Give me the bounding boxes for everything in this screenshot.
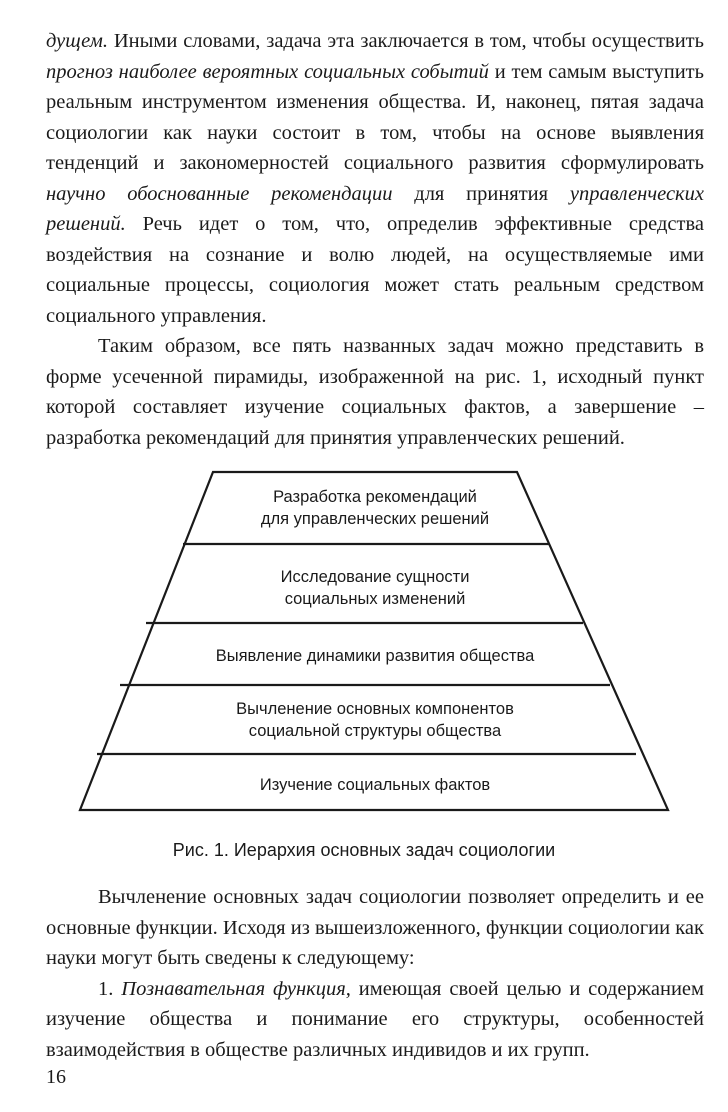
text-block-top <box>46 26 704 453</box>
text-run: Таким образом, все пять названных задач можно представить в форме усеченной пирамиды, изображенной на рис. 1, исходный пункт которой составляет изучение социальных фактов, а завершение – разработка рекомендаций для принятия управленческих решений. <box>46 335 704 449</box>
text-run: и тем самым выступить реальным инструментом изменения общества. И, наконец, пятая задача социологии как науки состоит в том, чтобы на основе выявления тенденций и закономерностей социального развития сформулировать <box>46 60 704 174</box>
level-text: социальной структуры общества <box>248 722 502 740</box>
level-text: Выявление динамики развития общества <box>215 647 535 665</box>
paragraph-3 <box>46 882 704 974</box>
level-text: Вычленение основных компонентов <box>236 700 514 718</box>
figure-caption: Рис. 1. Иерархия основных задач социологии <box>172 840 556 860</box>
text-run: Вычленение основных задач социологии позволяет определить и ее основные функции. Исходя из вышеизложенного, функции социологии как науки могут быть сведены к следующему: <box>46 886 704 969</box>
pyramid-level-3 <box>80 645 670 667</box>
level-text: Изучение социальных фактов <box>259 776 491 794</box>
text-run: дущем. <box>46 30 108 52</box>
level-text: Разработка рекомендаций <box>273 488 477 506</box>
text-run: имеющая своей целью и содержанием изучение общества и понимание его структуры, особенностей взаимодействия в обществе различных индивидов и их групп. <box>46 977 704 1061</box>
level-text: Исследование сущности <box>280 568 470 586</box>
text-block-bottom <box>46 882 704 1065</box>
level-text: социальных изменений <box>284 590 466 608</box>
text-run: Иными словами, задача эта заключается в том, чтобы осуществить <box>107 30 704 52</box>
text-run: научно обоснованные рекомендации <box>46 182 393 205</box>
text-run: 1. <box>98 977 122 1000</box>
pyramid-level-5 <box>80 774 670 796</box>
text-run: Речь идет о том, что, определив эффективные средства воздействия на сознание и волю людей, на осуществляемые ими социальные процессы, социология может стать реальным средством социального управления. <box>46 213 704 327</box>
paragraph-4 <box>46 974 704 1066</box>
text-run: Познавательная функция, <box>121 977 351 1000</box>
pyramid-level-2 <box>80 566 670 610</box>
pyramid-diagram <box>0 462 728 822</box>
text-run: прогноз наиболее вероятных социальных событий <box>46 60 489 83</box>
paragraph-2 <box>46 331 704 453</box>
text-run: для принятия <box>392 182 570 205</box>
text-run: управленческих решений. <box>46 182 704 235</box>
paragraph-1 <box>46 26 704 331</box>
level-text: для управленческих решений <box>260 510 490 528</box>
pyramid-level-4 <box>80 698 670 742</box>
pyramid-level-1 <box>80 486 670 530</box>
page-number: 16 <box>46 1066 66 1088</box>
